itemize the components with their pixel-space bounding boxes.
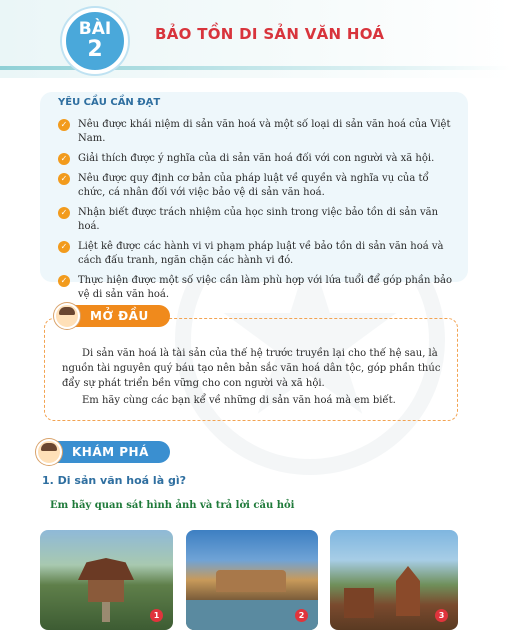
lesson-number: 2 [87,36,103,62]
requirement-text: Thực hiện được một số việc cần làm phù hợp với lứa tuổi để góp phần bảo vệ di sản văn hoá. [78,275,452,300]
check-icon: ✓ [58,275,70,287]
student-avatar-icon [54,303,80,329]
check-icon: ✓ [58,119,70,131]
requirement-item [58,172,458,200]
question-heading: 1. Di sản văn hoá là gì? [42,474,186,487]
requirements-title: YÊU CẦU CẦN ĐẠT [58,97,161,108]
requirement-item [58,118,458,146]
requirement-item [58,206,458,234]
requirements-list [58,118,458,308]
requirement-text: Nêu được khái niệm di sản văn hoá và một số loại di sản văn hoá của Việt Nam. [78,119,451,144]
requirement-text: Nêu được quy định cơ bản của pháp luật về quyền và nghĩa vụ của tổ chức, cá nhân đối với việc bảo vệ di sản văn hoá. [78,173,429,198]
requirement-item [58,274,458,302]
intro-banner: MỞ ĐẦU [60,305,170,327]
temple-ruin [344,588,374,618]
requirement-item [58,240,458,268]
requirement-text: Nhận biết được trách nhiệm của học sinh trong việc bảo tồn di sản văn hoá. [78,207,439,232]
intro-paragraph-1: Di sản văn hoá là tài sản của thế hệ trước truyền lại cho thế hệ sau, là nguồn tài nguyên quý báu tạo nên bản sắc văn hoá dân tộc, góp phần thúc đẩy sự phát triển bền vững cho con người và xã hội. [62,348,441,389]
photo-hoi-an-bridge [186,530,318,630]
photo-one-pillar-pagoda [40,530,173,630]
photo-number-badge: 1 [150,609,163,622]
requirement-item [58,152,458,166]
check-icon: ✓ [58,173,70,185]
lesson-badge [62,8,128,74]
photo-number-badge: 2 [295,609,308,622]
pagoda-pillar [102,602,110,622]
intro-paragraph-2: Em hãy cùng các bạn kể về những di sản văn hoá mà em biết. [82,395,396,406]
explore-banner: KHÁM PHÁ [42,441,170,463]
pagoda-house [88,580,124,602]
covered-bridge [216,570,286,592]
lesson-label: BÀI [78,18,112,39]
check-icon: ✓ [58,153,70,165]
lesson-title: BẢO TỒN DI SẢN VĂN HOÁ [155,25,385,43]
student-avatar-icon [36,439,62,465]
pagoda-roof [78,558,134,580]
photo-my-son-temple [330,530,458,630]
instruction-text: Em hãy quan sát hình ảnh và trả lời câu hỏi [50,500,295,511]
requirement-text: Giải thích được ý nghĩa của di sản văn hoá đối với con người và xã hội. [78,153,435,164]
check-icon: ✓ [58,207,70,219]
temple-tower [388,566,428,616]
requirement-text: Liệt kê được các hành vi vi phạm pháp luật về bảo tồn di sản văn hoá và cách đấu tranh, ngăn chặn các hành vi đó. [78,241,444,266]
photo-number-badge: 3 [435,609,448,622]
check-icon: ✓ [58,241,70,253]
